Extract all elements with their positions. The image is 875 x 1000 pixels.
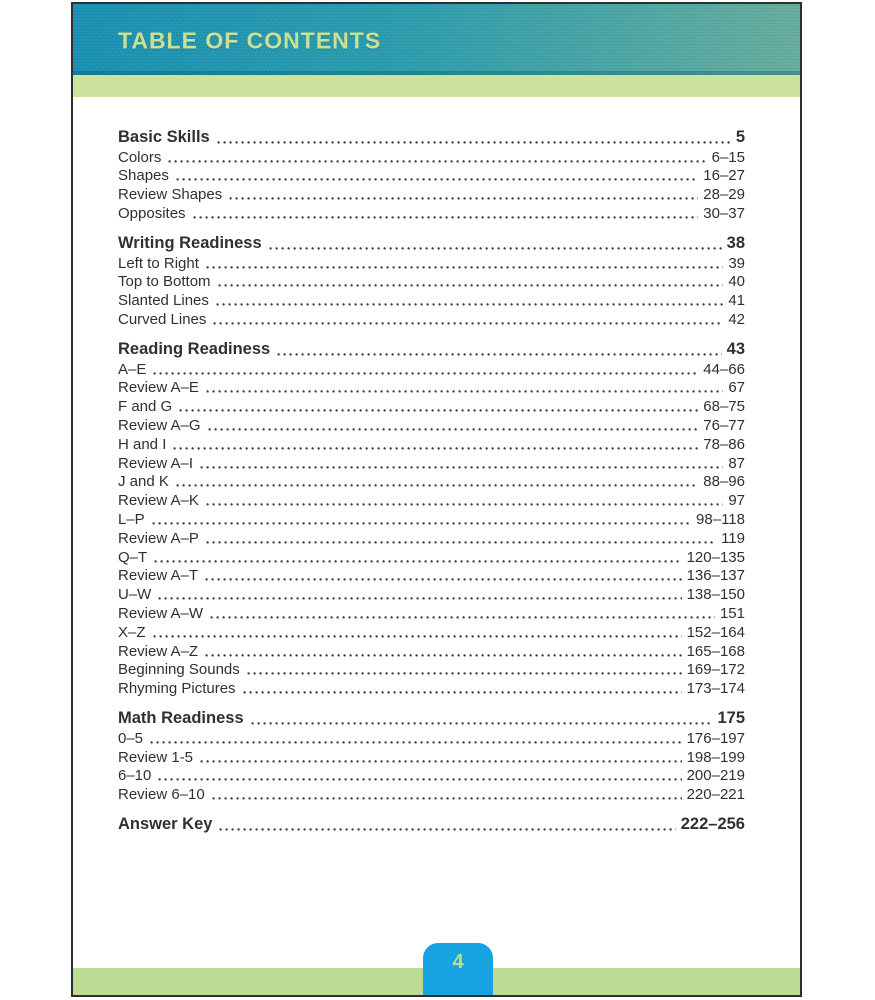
toc-entry	[118, 509, 745, 528]
entry-pages: 98–118	[696, 510, 745, 528]
section-pages: 175	[717, 708, 745, 727]
section-label: Answer Key	[118, 814, 213, 833]
page-number: 4	[452, 951, 464, 973]
toc-entry	[118, 622, 745, 641]
section-label: Writing Readiness	[118, 233, 262, 252]
entry-pages: 88–96	[703, 473, 745, 491]
entry-pages: 6–15	[711, 148, 745, 166]
toc-entry	[118, 747, 745, 766]
entry-label: Opposites	[118, 204, 186, 222]
entry-label: Review 6–10	[118, 786, 205, 804]
entry-label: F and G	[118, 398, 173, 416]
entry-pages: 119	[721, 529, 745, 547]
toc-entry	[118, 203, 745, 222]
toc-section-heading	[118, 128, 745, 147]
toc-entry	[118, 415, 745, 434]
entry-pages: 176–197	[686, 729, 745, 747]
entry-label: A–E	[118, 360, 147, 378]
toc-section-heading	[118, 709, 745, 728]
entry-label: Review A–T	[118, 567, 199, 585]
entry-label: Left to Right	[118, 254, 199, 272]
dot-leader	[200, 465, 723, 470]
toc-section-heading	[118, 815, 745, 834]
dot-leader	[176, 177, 698, 182]
toc-section	[118, 128, 745, 222]
toc-entry	[118, 490, 745, 509]
entry-label: 6–10	[118, 767, 152, 785]
entry-label: Colors	[118, 148, 162, 166]
entry-label: Review Shapes	[118, 186, 223, 204]
dot-leader	[247, 671, 682, 676]
entry-pages: 165–168	[686, 642, 745, 660]
section-pages: 5	[735, 127, 745, 146]
toc-entry	[118, 309, 745, 328]
toc-entry	[118, 784, 745, 803]
entry-label: H and I	[118, 435, 167, 453]
toc-entry	[118, 147, 745, 166]
toc-section	[118, 340, 745, 697]
book-page	[71, 2, 802, 997]
dot-leader	[251, 721, 713, 726]
entry-pages: 120–135	[686, 548, 745, 566]
dot-leader	[206, 389, 723, 394]
toc-entry	[118, 660, 745, 679]
dot-leader	[158, 777, 681, 782]
entry-pages: 28–29	[703, 186, 745, 204]
page-number-tab	[423, 943, 493, 995]
dot-leader	[205, 653, 682, 658]
dot-leader	[158, 596, 681, 601]
dot-leader	[154, 559, 681, 564]
dot-leader	[216, 302, 723, 307]
dot-leader	[193, 215, 699, 220]
entry-label: Review A–K	[118, 492, 199, 510]
dot-leader	[206, 265, 723, 270]
entry-label: 0–5	[118, 729, 144, 747]
entry-label: Review A–W	[118, 604, 204, 622]
toc-header	[73, 4, 800, 75]
entry-label: Review A–Z	[118, 642, 199, 660]
dot-leader	[200, 759, 682, 764]
section-label: Reading Readiness	[118, 339, 271, 358]
entry-pages: 97	[728, 492, 745, 510]
dot-leader	[205, 577, 682, 582]
toc-entry	[118, 253, 745, 272]
toc-entry	[118, 566, 745, 585]
toc-entry	[118, 184, 745, 203]
entry-label: Slanted Lines	[118, 292, 209, 310]
entry-label: Review 1-5	[118, 748, 194, 766]
entry-pages: 67	[728, 379, 745, 397]
entry-label: Shapes	[118, 167, 169, 185]
entry-pages: 41	[728, 292, 745, 310]
toc-entry	[118, 166, 745, 185]
entry-pages: 173–174	[686, 680, 745, 698]
entry-pages: 136–137	[686, 567, 745, 585]
entry-pages: 169–172	[686, 661, 745, 679]
entry-pages: 152–164	[686, 623, 745, 641]
dot-leader	[173, 446, 698, 451]
toc-section-heading	[118, 234, 745, 253]
section-pages: 222–256	[680, 814, 745, 833]
entry-label: Curved Lines	[118, 310, 207, 328]
entry-pages: 39	[728, 254, 745, 272]
entry-pages: 198–199	[686, 748, 745, 766]
entry-pages: 76–77	[703, 416, 745, 434]
dot-leader	[243, 690, 682, 695]
section-pages: 38	[726, 233, 745, 252]
toc-entry	[118, 728, 745, 747]
entry-label: Review A–I	[118, 454, 194, 472]
dot-leader	[150, 740, 682, 745]
toc-entry	[118, 528, 745, 547]
toc-entry	[118, 766, 745, 785]
toc-entry	[118, 547, 745, 566]
entry-pages: 138–150	[686, 586, 745, 604]
entry-label: Beginning Sounds	[118, 661, 240, 679]
entry-pages: 87	[728, 454, 745, 472]
entry-label: J and K	[118, 473, 169, 491]
entry-label: Review A–P	[118, 529, 199, 547]
entry-pages: 78–86	[703, 435, 745, 453]
dot-leader	[218, 283, 724, 288]
entry-pages: 42	[728, 310, 745, 328]
toc-entry	[118, 290, 745, 309]
dot-leader	[206, 502, 723, 507]
header-accent-strip	[73, 75, 800, 97]
toc-entry	[118, 359, 745, 378]
toc-entry	[118, 378, 745, 397]
dot-leader	[213, 321, 723, 326]
dot-leader	[269, 246, 722, 251]
toc-entry	[118, 678, 745, 697]
dot-leader	[208, 427, 699, 432]
dot-leader	[153, 371, 698, 376]
dot-leader	[277, 352, 721, 357]
dot-leader	[176, 483, 698, 488]
dot-leader	[229, 196, 698, 201]
entry-label: L–P	[118, 510, 145, 528]
toc-entry	[118, 472, 745, 491]
toc-entry	[118, 453, 745, 472]
section-label: Basic Skills	[118, 127, 210, 146]
dot-leader	[152, 521, 691, 526]
toc-entry	[118, 396, 745, 415]
toc-entry	[118, 434, 745, 453]
dot-leader	[210, 615, 715, 620]
toc-section	[118, 815, 745, 834]
toc-section-heading	[118, 340, 745, 359]
dot-leader	[217, 140, 731, 145]
entry-pages: 40	[728, 273, 745, 291]
dot-leader	[168, 159, 706, 164]
entry-label: U–W	[118, 586, 152, 604]
entry-pages: 200–219	[686, 767, 745, 785]
entry-label: Review A–E	[118, 379, 199, 397]
dot-leader	[179, 408, 698, 413]
toc-entry	[118, 603, 745, 622]
dot-leader	[219, 827, 675, 832]
toc-section	[118, 709, 745, 803]
dot-leader	[212, 796, 682, 801]
entry-label: Q–T	[118, 548, 148, 566]
toc-entry	[118, 584, 745, 603]
entry-pages: 30–37	[703, 204, 745, 222]
section-label: Math Readiness	[118, 708, 244, 727]
entry-label: X–Z	[118, 623, 146, 641]
toc-entry	[118, 272, 745, 291]
entry-pages: 68–75	[703, 398, 745, 416]
entry-label: Top to Bottom	[118, 273, 211, 291]
toc-entry	[118, 641, 745, 660]
toc-list	[73, 97, 800, 834]
entry-pages: 16–27	[703, 167, 745, 185]
entry-label: Review A–G	[118, 416, 201, 434]
entry-pages: 220–221	[686, 786, 745, 804]
entry-label: Rhyming Pictures	[118, 680, 236, 698]
toc-section	[118, 234, 745, 328]
dot-leader	[153, 634, 682, 639]
dot-leader	[206, 540, 716, 545]
entry-pages: 44–66	[703, 360, 745, 378]
section-pages: 43	[726, 339, 745, 358]
entry-pages: 151	[719, 604, 745, 622]
page-title: TABLE OF CONTENTS	[118, 27, 382, 54]
